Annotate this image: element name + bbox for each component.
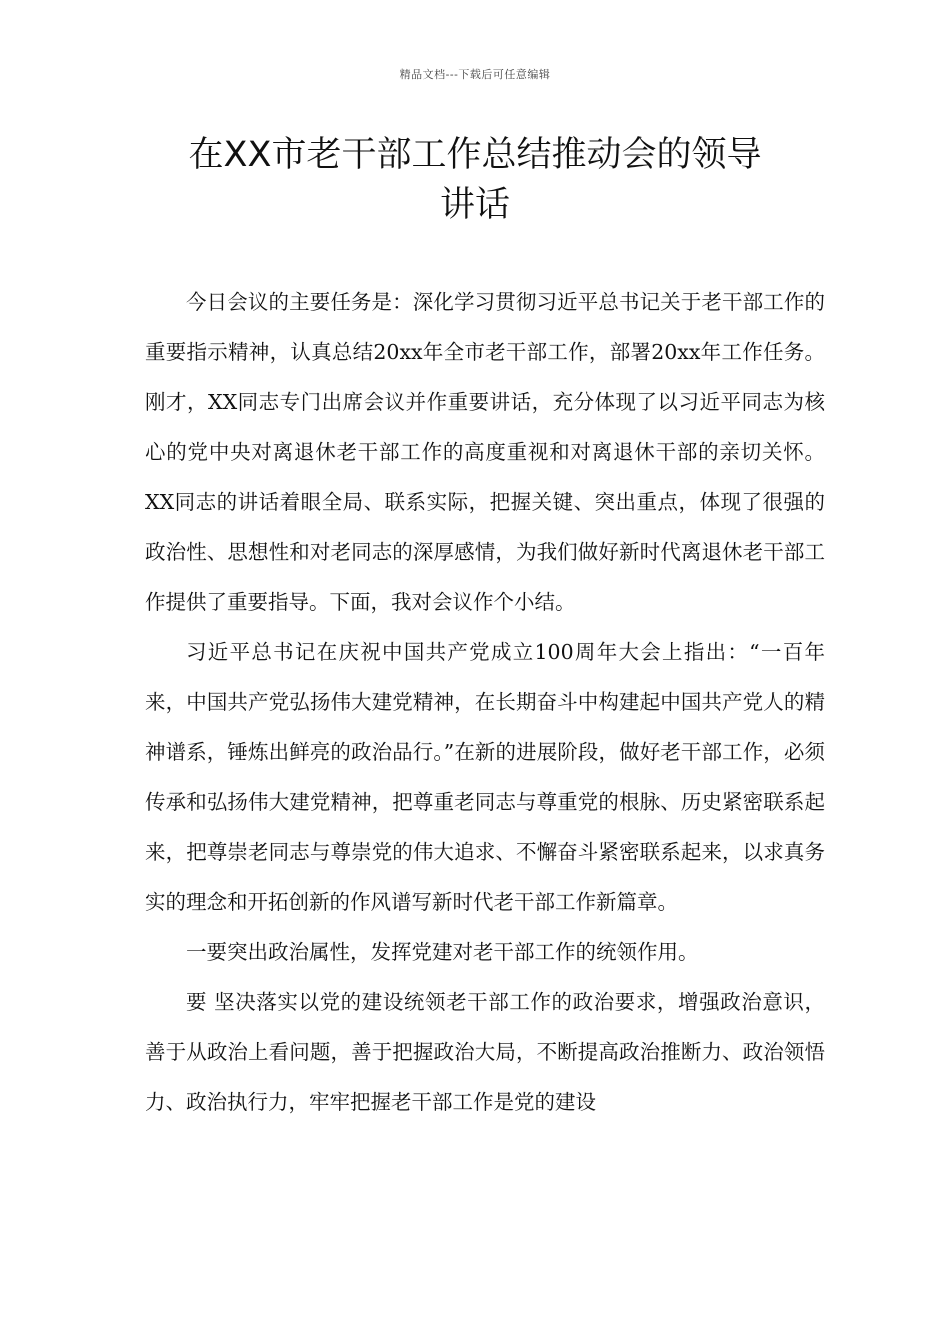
document-title (140, 130, 810, 230)
title-line-1: 在XX市老干部工作总结推动会的领导 (188, 135, 762, 175)
header-note: 精品文档---下载后可任意编辑 (399, 68, 551, 81)
title-line-2: 讲话 (439, 185, 510, 225)
paragraph-4: 要 坚决落实以党的建设统领老干部工作的政治要求，增强政治意识，善于从政治上看问题，善于把握政治大局，不断提高政治推断力、政治领悟力、政治执行力，牢牢把握老干部工作是党的建设 (145, 990, 825, 1114)
document-body (145, 277, 825, 1127)
paragraph-1: 今日会议的主要任务是：深化学习贯彻习近平总书记关于老干部工作的重要指示精神，认真总结20xx年全市老干部工作，部署20xx年工作任务。刚才，XX同志专门出席会议并作重要讲话，充分体现了以习近平同志为核心的党中央对离退休老干部工作的高度重视和对离退休干部的亲切关怀。XX同志的讲话着眼全局、联系实际，把握关键、突出重点，体现了很强的政治性、思想性和对老同志的深厚感情，为我们做好新时代离退休老干部工作提供了重要指导。下面，我对会议作个小结。 (145, 290, 825, 614)
paragraph-3: 一要突出政治属性，发挥党建对老干部工作的统领作用。 (186, 940, 699, 964)
paragraph-2: 习近平总书记在庆祝中国共产党成立100周年大会上指出：“一百年来，中国共产党弘扬伟大建党精神，在长期奋斗中构建起中国共产党人的精神谱系，锤炼出鲜亮的政治品行。”在新的进展阶段，做好老干部工作，必须传承和弘扬伟大建党精神，把尊重老同志与尊重党的根脉、历史紧密联系起来，把尊崇老同志与尊崇党的伟大追求、不懈奋斗紧密联系起来，以求真务实的理念和开拓创新的作风谱写新时代老干部工作新篇章。 (145, 640, 825, 914)
